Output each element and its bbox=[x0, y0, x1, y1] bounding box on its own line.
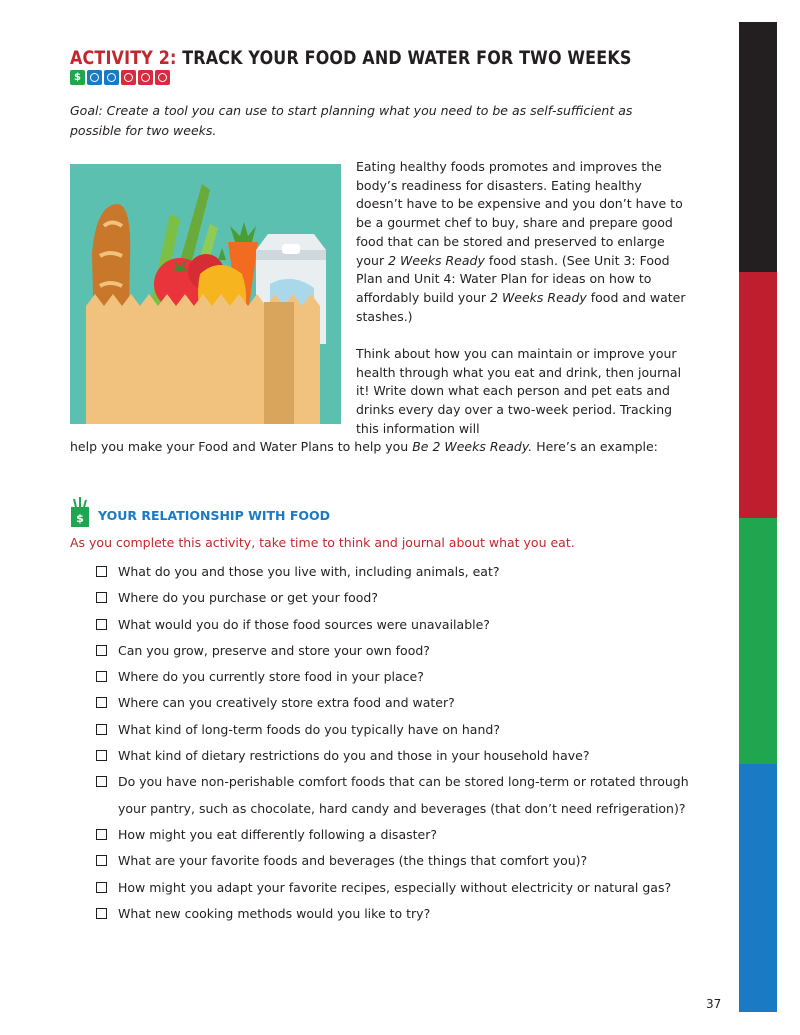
checklist-item: What new cooking methods would you like to try? bbox=[94, 901, 719, 927]
goal-text: Goal: Create a tool you can use to start planning what you need to be as self-sufficient as possible for two weeks. bbox=[70, 103, 633, 138]
title-text: TRACK YOUR FOOD AND WATER FOR TWO WEEKS bbox=[176, 47, 632, 69]
section-instruction: As you complete this activity, take time to think and journal about what you eat. bbox=[70, 535, 575, 550]
clock-icon bbox=[104, 70, 119, 85]
grocery-bag-illustration bbox=[70, 164, 341, 424]
activity-label: ACTIVITY 2: bbox=[70, 47, 177, 69]
intro-paragraph-2-continued: help you make your Food and Water Plans to help you Be 2 Weeks Ready. Here’s an example: bbox=[70, 439, 658, 454]
checkbox[interactable] bbox=[96, 908, 107, 919]
checklist-item: What are your favorite foods and beverages (the things that comfort you)? bbox=[94, 848, 719, 874]
checklist-item: Where can you creatively store extra food and water? bbox=[94, 690, 719, 716]
intro-paragraph-2: Think about how you can maintain or improve your health through what you eat and drink, then journal it! Write down what each person and pet eats and drinks every day over a two-week period. Tracking this information will bbox=[356, 346, 682, 436]
section-tab-green bbox=[739, 518, 777, 764]
checkbox[interactable] bbox=[96, 671, 107, 682]
checkbox[interactable] bbox=[96, 724, 107, 735]
checkbox[interactable] bbox=[96, 882, 107, 893]
checklist-item: What kind of dietary restrictions do you and those in your household have? bbox=[94, 743, 719, 769]
category-icons bbox=[70, 70, 170, 85]
checklist-item: How might you adapt your favorite recipes, especially without electricity or natural gas? bbox=[94, 875, 719, 901]
clock-icon bbox=[87, 70, 102, 85]
checklist-item: How might you eat differently following a disaster? bbox=[94, 822, 719, 848]
checklist-item: What kind of long-term foods do you typically have on hand? bbox=[94, 717, 719, 743]
checkbox[interactable] bbox=[96, 829, 107, 840]
checkbox[interactable] bbox=[96, 697, 107, 708]
checkbox[interactable] bbox=[96, 592, 107, 603]
checkbox[interactable] bbox=[96, 855, 107, 866]
checklist-item: What do you and those you live with, including animals, eat? bbox=[94, 559, 719, 585]
question-checklist bbox=[94, 559, 719, 927]
food-basket-icon bbox=[70, 497, 90, 527]
checklist-item: Can you grow, preserve and store your own food? bbox=[94, 638, 719, 664]
section-tab-red bbox=[739, 272, 777, 518]
checklist-item: Do you have non-perishable comfort foods that can be stored long-term or rotated through your pantry, such as chocolate, hard candy and beverages (that don’t need refrigeration)? bbox=[94, 769, 719, 822]
checklist-item: Where do you currently store food in your place? bbox=[94, 664, 719, 690]
checklist-item: Where do you purchase or get your food? bbox=[94, 585, 719, 611]
checklist-item: What would you do if those food sources were unavailable? bbox=[94, 612, 719, 638]
checkbox[interactable] bbox=[96, 750, 107, 761]
page-title bbox=[70, 47, 632, 69]
gauge-icon bbox=[121, 70, 136, 85]
section-heading: YOUR RELATIONSHIP WITH FOOD bbox=[98, 508, 331, 523]
checkbox[interactable] bbox=[96, 619, 107, 630]
checkbox[interactable] bbox=[96, 566, 107, 577]
svg-text:$: $ bbox=[76, 512, 84, 525]
gauge-icon bbox=[138, 70, 153, 85]
gauge-icon bbox=[155, 70, 170, 85]
intro-paragraph-1: Eating healthy foods promotes and improves the body’s readiness for disasters. Eating healthy doesn’t have to be expensive and you don’t have to be a gourmet chef to buy, share and prepare good food that can be stored and preserved to enlarge your 2 Weeks Ready food stash. (See Unit 3: Food Plan and Unit 4: Water Plan for ideas on how to affordably build your 2 Weeks Ready food and water stashes.) bbox=[356, 159, 686, 324]
dollar-icon: $ bbox=[70, 70, 85, 85]
checkbox[interactable] bbox=[96, 776, 107, 787]
checkbox[interactable] bbox=[96, 645, 107, 656]
page-number: 37 bbox=[706, 997, 722, 1011]
section-tab-blue bbox=[739, 764, 777, 1012]
section-tab-black bbox=[739, 22, 777, 272]
